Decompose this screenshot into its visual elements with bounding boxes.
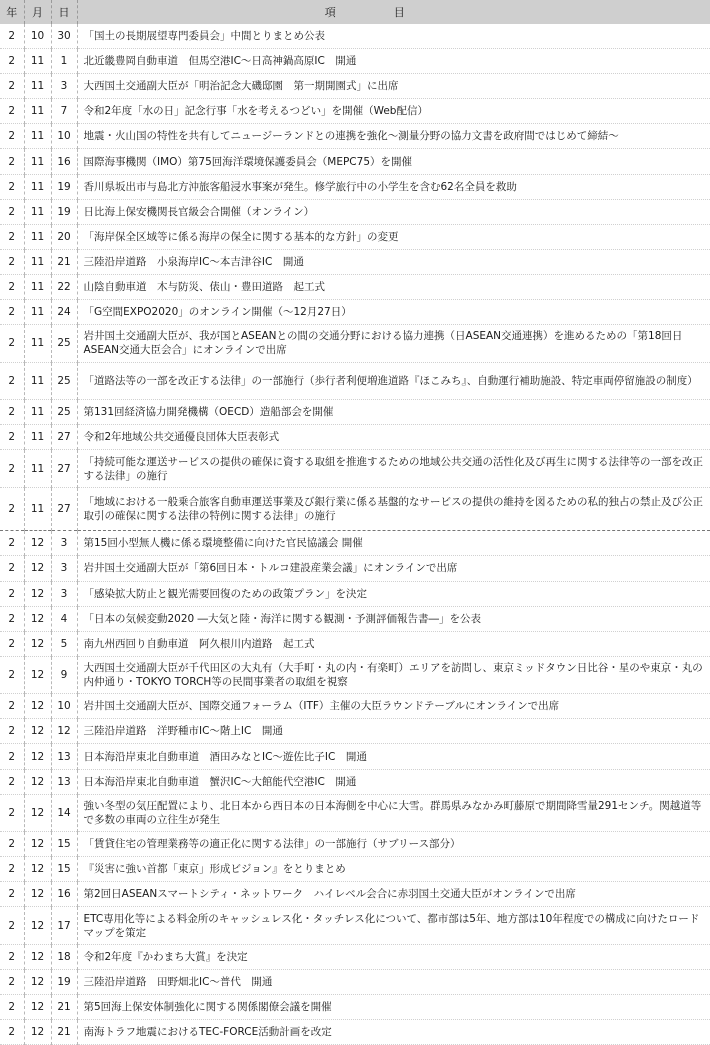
day-cell: 21 [51, 249, 77, 274]
year-cell: 2 [0, 970, 24, 995]
day-cell: 4 [51, 606, 77, 631]
month-cell: 11 [24, 124, 51, 149]
month-cell: 12 [24, 1020, 51, 1045]
item-cell: 大西国土交通副大臣が千代田区の大丸有（大手町・丸の内・有楽町）エリアを訪問し、東京ミッドタウン日比谷・星のや東京・丸の内仲通り・TOKYO TORCH等の民間事業者の取組を視察 [77, 656, 710, 694]
item-cell: 「国土の長期展望専門委員会」中間とりまとめ公表 [77, 24, 710, 49]
day-cell: 10 [51, 694, 77, 719]
year-cell: 2 [0, 300, 24, 325]
day-cell: 19 [51, 199, 77, 224]
year-cell: 2 [0, 174, 24, 199]
year-cell: 2 [0, 794, 24, 832]
item-cell: 「地域における一般乗合旅客自動車運送事業及び銀行業に係る基盤的なサービスの提供の維持を図るための私的独占の禁止及び公正取引の確保に関する法律の特例に関する法律」の施行 [77, 487, 710, 531]
month-cell: 11 [24, 149, 51, 174]
month-cell: 11 [24, 325, 51, 363]
month-cell: 11 [24, 300, 51, 325]
item-cell: 国際海事機関（IMO）第75回海洋環境保護委員会（MEPC75）を開催 [77, 149, 710, 174]
table-row [0, 606, 710, 631]
month-cell: 11 [24, 74, 51, 99]
month-cell: 12 [24, 970, 51, 995]
day-cell: 13 [51, 744, 77, 769]
table-row [0, 149, 710, 174]
header-year: 年 [0, 0, 24, 24]
item-cell: 三陸沿岸道路 小泉海岸IC～本吉津谷IC 開通 [77, 249, 710, 274]
day-cell: 25 [51, 400, 77, 425]
year-cell: 2 [0, 907, 24, 945]
table-row [0, 99, 710, 124]
day-cell: 3 [51, 581, 77, 606]
year-cell: 2 [0, 581, 24, 606]
month-cell: 12 [24, 794, 51, 832]
month-cell: 12 [24, 832, 51, 857]
table-row [0, 24, 710, 49]
table-row [0, 199, 710, 224]
item-cell: 日比海上保安機関長官級会合開催（オンライン） [77, 199, 710, 224]
month-cell: 12 [24, 857, 51, 882]
month-cell: 11 [24, 425, 51, 450]
table-row [0, 656, 710, 694]
table-row [0, 907, 710, 945]
year-cell: 2 [0, 656, 24, 694]
month-cell: 12 [24, 531, 51, 556]
table-row [0, 362, 710, 400]
year-cell: 2 [0, 556, 24, 581]
day-cell: 15 [51, 832, 77, 857]
month-cell: 11 [24, 49, 51, 74]
month-cell: 12 [24, 631, 51, 656]
day-cell: 3 [51, 531, 77, 556]
header-item: 項目 [77, 0, 710, 24]
year-cell: 2 [0, 74, 24, 99]
day-cell: 25 [51, 325, 77, 363]
table-row [0, 882, 710, 907]
table-row [0, 300, 710, 325]
item-cell: 「持続可能な運送サービスの提供の確保に資する取組を推進するための地域公共交通の活性化及び再生に関する法律等の一部を改正する法律」の施行 [77, 450, 710, 488]
table-row [0, 400, 710, 425]
table-row [0, 487, 710, 531]
table-row [0, 274, 710, 299]
day-cell: 14 [51, 794, 77, 832]
table-row [0, 769, 710, 794]
year-cell: 2 [0, 99, 24, 124]
table-row [0, 694, 710, 719]
year-cell: 2 [0, 531, 24, 556]
item-cell: 「G空間EXPO2020」のオンライン開催（～12月27日） [77, 300, 710, 325]
year-cell: 2 [0, 631, 24, 656]
item-cell: 岩井国土交通副大臣が、我が国とASEANとの間の交通分野における協力連携（日ASEAN交通連携）を進めるための「第18回日ASEAN交通大臣会合」にオンラインで出席 [77, 325, 710, 363]
item-cell: 令和2年度「水の日」記念行事「水を考えるつどい」を開催（Web配信） [77, 99, 710, 124]
year-cell: 2 [0, 606, 24, 631]
year-cell: 2 [0, 49, 24, 74]
table-row [0, 944, 710, 969]
table-row [0, 174, 710, 199]
month-cell: 12 [24, 581, 51, 606]
year-cell: 2 [0, 719, 24, 744]
day-cell: 27 [51, 487, 77, 531]
month-cell: 12 [24, 694, 51, 719]
year-cell: 2 [0, 832, 24, 857]
item-cell: 第15回小型無人機に係る環境整備に向けた官民協議会 開催 [77, 531, 710, 556]
table-row [0, 581, 710, 606]
item-cell: 第131回経済協力開発機構（OECD）造船部会を開催 [77, 400, 710, 425]
year-cell: 2 [0, 325, 24, 363]
month-cell: 11 [24, 224, 51, 249]
table-row [0, 995, 710, 1020]
month-cell: 12 [24, 907, 51, 945]
day-cell: 22 [51, 274, 77, 299]
month-cell: 12 [24, 556, 51, 581]
table-row [0, 556, 710, 581]
year-cell: 2 [0, 744, 24, 769]
table-row [0, 124, 710, 149]
month-cell: 11 [24, 400, 51, 425]
item-cell: 地震・火山国の特性を共有してニュージーランドとの連携を強化～測量分野の協力文書を政府間ではじめて締結～ [77, 124, 710, 149]
item-cell: 南海トラフ地震におけるTEC-FORCE活動計画を改定 [77, 1020, 710, 1045]
year-cell: 2 [0, 24, 24, 49]
item-cell: 「道路法等の一部を改正する法律」の一部施行（歩行者利便増進道路『ほこみち』、自動運行補助施設、特定車両停留施設の制度） [77, 362, 710, 400]
day-cell: 25 [51, 362, 77, 400]
table-row [0, 631, 710, 656]
day-cell: 21 [51, 1020, 77, 1045]
table-row [0, 1020, 710, 1045]
day-cell: 20 [51, 224, 77, 249]
day-cell: 21 [51, 995, 77, 1020]
item-cell: 令和2年地域公共交通優良団体大臣表彰式 [77, 425, 710, 450]
year-cell: 2 [0, 425, 24, 450]
item-cell: 三陸沿岸道路 洋野種市IC～階上IC 開通 [77, 719, 710, 744]
table-row [0, 249, 710, 274]
month-cell: 12 [24, 719, 51, 744]
item-cell: 令和2年度『かわまち大賞』を決定 [77, 944, 710, 969]
year-cell: 2 [0, 199, 24, 224]
item-cell: 岩井国土交通副大臣が、国際交通フォーラム（ITF）主催の大臣ラウンドテーブルにオンラインで出席 [77, 694, 710, 719]
month-cell: 12 [24, 606, 51, 631]
month-cell: 12 [24, 882, 51, 907]
year-cell: 2 [0, 400, 24, 425]
item-cell: 南九州西回り自動車道 阿久根川内道路 起工式 [77, 631, 710, 656]
month-cell: 12 [24, 995, 51, 1020]
day-cell: 3 [51, 556, 77, 581]
year-cell: 2 [0, 487, 24, 531]
item-cell: 「感染拡大防止と観光需要回復のための政策プラン」を決定 [77, 581, 710, 606]
day-cell: 18 [51, 944, 77, 969]
table-row [0, 425, 710, 450]
table-body [0, 24, 710, 1045]
year-cell: 2 [0, 249, 24, 274]
day-cell: 27 [51, 450, 77, 488]
day-cell: 19 [51, 970, 77, 995]
month-cell: 11 [24, 199, 51, 224]
day-cell: 13 [51, 769, 77, 794]
month-cell: 12 [24, 769, 51, 794]
header-month: 月 [24, 0, 51, 24]
year-cell: 2 [0, 124, 24, 149]
item-cell: 香川県坂出市与島北方沖旅客船浸水事案が発生。修学旅行中の小学生を含む62名全員を救助 [77, 174, 710, 199]
header-day: 日 [51, 0, 77, 24]
table-row [0, 531, 710, 556]
day-cell: 30 [51, 24, 77, 49]
month-cell: 12 [24, 944, 51, 969]
year-cell: 2 [0, 450, 24, 488]
day-cell: 12 [51, 719, 77, 744]
day-cell: 3 [51, 74, 77, 99]
year-cell: 2 [0, 769, 24, 794]
day-cell: 16 [51, 882, 77, 907]
year-cell: 2 [0, 224, 24, 249]
day-cell: 19 [51, 174, 77, 199]
day-cell: 16 [51, 149, 77, 174]
day-cell: 24 [51, 300, 77, 325]
table-row [0, 857, 710, 882]
item-cell: 大西国土交通副大臣が「明治記念大磯邸園 第一期開園式」に出席 [77, 74, 710, 99]
year-cell: 2 [0, 944, 24, 969]
item-cell: 強い冬型の気圧配置により、北日本から西日本の日本海側を中心に大雪。群馬県みなかみ町藤原で期間降雪量291センチ。関越道等で多数の車両の立往生が発生 [77, 794, 710, 832]
item-cell: 第2回日ASEANスマートシティ・ネットワーク ハイレベル会合に赤羽国土交通大臣がオンラインで出席 [77, 882, 710, 907]
month-cell: 11 [24, 450, 51, 488]
table-row [0, 450, 710, 488]
month-cell: 11 [24, 274, 51, 299]
table-row [0, 744, 710, 769]
day-cell: 10 [51, 124, 77, 149]
month-cell: 11 [24, 249, 51, 274]
item-cell: 「海岸保全区域等に係る海岸の保全に関する基本的な方針」の変更 [77, 224, 710, 249]
year-cell: 2 [0, 1020, 24, 1045]
table-row [0, 970, 710, 995]
day-cell: 5 [51, 631, 77, 656]
day-cell: 7 [51, 99, 77, 124]
item-cell: 「賃貸住宅の管理業務等の適正化に関する法律」の一部施行（サブリース部分） [77, 832, 710, 857]
item-cell: 日本海沿岸東北自動車道 酒田みなとIC～遊佐比子IC 開通 [77, 744, 710, 769]
day-cell: 1 [51, 49, 77, 74]
year-cell: 2 [0, 995, 24, 1020]
day-cell: 15 [51, 857, 77, 882]
month-cell: 12 [24, 656, 51, 694]
table-row [0, 74, 710, 99]
day-cell: 9 [51, 656, 77, 694]
item-cell: ETC専用化等による料金所のキャッシュレス化・タッチレス化について、都市部は5年、地方部は10年程度での構成に向けたロードマップを策定 [77, 907, 710, 945]
item-cell: 三陸沿岸道路 田野畑北IC～普代 開通 [77, 970, 710, 995]
month-cell: 11 [24, 99, 51, 124]
year-cell: 2 [0, 274, 24, 299]
item-cell: 『災害に強い首都「東京」形成ビジョン』をとりまとめ [77, 857, 710, 882]
table-row [0, 49, 710, 74]
table-row [0, 794, 710, 832]
year-cell: 2 [0, 694, 24, 719]
month-cell: 11 [24, 487, 51, 531]
day-cell: 27 [51, 425, 77, 450]
table-row [0, 325, 710, 363]
month-cell: 12 [24, 744, 51, 769]
table-row [0, 719, 710, 744]
day-cell: 17 [51, 907, 77, 945]
month-cell: 11 [24, 174, 51, 199]
item-cell: 岩井国土交通副大臣が「第6回日本・トルコ建設産業会議」にオンラインで出席 [77, 556, 710, 581]
table-header [0, 0, 710, 24]
year-cell: 2 [0, 362, 24, 400]
item-cell: 「日本の気候変動2020 ―大気と陸・海洋に関する観測・予測評価報告書―」を公表 [77, 606, 710, 631]
month-cell: 10 [24, 24, 51, 49]
year-cell: 2 [0, 149, 24, 174]
item-cell: 第5回海上保安体制強化に関する関係閣僚会議を開催 [77, 995, 710, 1020]
year-cell: 2 [0, 857, 24, 882]
month-cell: 11 [24, 362, 51, 400]
item-cell: 山陰自動車道 木与防災、俵山・豊田道路 起工式 [77, 274, 710, 299]
item-cell: 日本海沿岸東北自動車道 蟹沢IC～大館能代空港IC 開通 [77, 769, 710, 794]
item-cell: 北近畿豊岡自動車道 但馬空港IC～日高神鍋高原IC 開通 [77, 49, 710, 74]
table-row [0, 224, 710, 249]
year-cell: 2 [0, 882, 24, 907]
table-row [0, 832, 710, 857]
